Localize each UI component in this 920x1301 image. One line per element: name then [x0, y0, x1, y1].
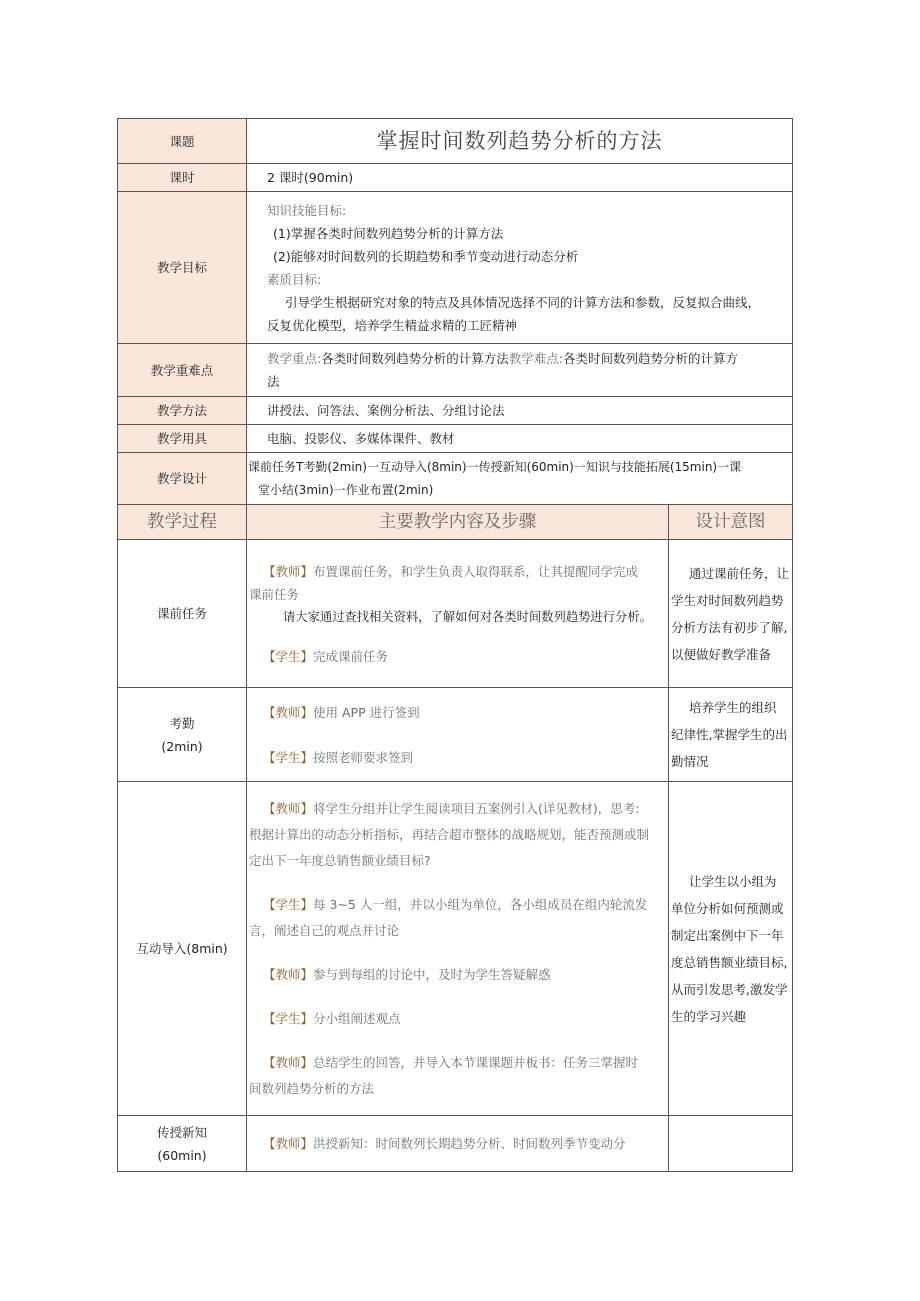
- attendance-student: 按照老师要求签到: [313, 749, 414, 765]
- intro-teacher-1c: 定出下一年度总销售额业绩目标?: [249, 852, 431, 868]
- intent-line: 从而引发思考,激发学: [671, 981, 788, 997]
- topic-title: 掌握时间数列趋势分析的方法: [247, 119, 793, 164]
- difficulty-text: 各类时间数列趋势分析的计算方: [562, 351, 738, 366]
- goals-content: [247, 192, 793, 344]
- intent-line: 让学生以小组为: [689, 873, 777, 889]
- stage-attendance: [118, 688, 247, 782]
- design-line-2: 堂小结(3min)一作业布置(2min): [258, 482, 434, 497]
- lesson-plan-table: [117, 118, 793, 1172]
- knowledge-goal-2: (2)能够对时间数列的长期趋势和季节变动进行动态分析: [273, 248, 579, 264]
- intent-line: 培养学生的组织: [689, 700, 777, 715]
- key-point-label: 教学重点:: [267, 351, 322, 366]
- design-row: [118, 453, 793, 505]
- teacher-tag: 【教师】: [263, 1136, 314, 1151]
- content-intro: [247, 782, 669, 1116]
- teacher-tag: 【教师】: [263, 800, 314, 816]
- student-tag: 【学生】: [263, 749, 314, 765]
- keypoints-label: 教学重难点: [118, 344, 247, 397]
- knowledge-goal-1: (1)掌握各类时间数列趋势分析的计算方法: [273, 225, 504, 241]
- student-tag: 【学生】: [263, 1010, 314, 1026]
- intent-intro: [669, 782, 793, 1116]
- hours-label: 课时: [118, 164, 247, 192]
- process-row-preclass: [118, 540, 793, 688]
- process-header-content: 主要教学内容及步骤: [247, 505, 669, 540]
- intro-student-2: 分小组阐述观点: [313, 1010, 401, 1026]
- intent-line: 单位分析如何预测或: [671, 900, 784, 916]
- intro-teacher-1b: 根据计算出的动态分析指标，再结合超市整体的战略规划，能否预测或制: [249, 826, 650, 842]
- new-knowledge-teacher: 洪授新知：时间数列长期趋势分析、时间数列季节变动分: [313, 1136, 626, 1151]
- methods-label: 教学方法: [118, 397, 247, 425]
- intro-teacher-3b: 间数列趋势分析的方法: [249, 1080, 375, 1096]
- intent-new-knowledge: [669, 1116, 793, 1172]
- quality-goal-text-2: 反复优化模型，培养学生精益求精的工匠精神: [267, 317, 518, 333]
- intent-line: 生的学习兴趣: [671, 1008, 747, 1024]
- keypoints-row: [118, 344, 793, 397]
- intro-student-1b: 言，阐述自己的观点并讨论: [249, 922, 400, 938]
- topic-row: [118, 119, 793, 164]
- lesson-plan-sheet: [117, 118, 792, 1172]
- preclass-teacher-1: 布置课前任务，和学生负责人取得联系，让其提醒同学完成: [313, 563, 639, 579]
- student-tag: 【学生】: [263, 648, 314, 664]
- content-preclass: [247, 540, 669, 688]
- intent-line: 制定出案例中下一年: [671, 927, 784, 943]
- stage-new-knowledge: [118, 1116, 247, 1172]
- content-new-knowledge: [247, 1116, 669, 1172]
- process-header-row: [118, 505, 793, 540]
- intro-teacher-3a: 总结学生的回答，并导入本节课课题并板书：任务三掌握时: [313, 1054, 639, 1070]
- difficulty-label: 教学难点:: [508, 351, 563, 366]
- preclass-teacher-2: 课前任务: [249, 586, 300, 602]
- stage-new-knowledge-name: 传授新知: [156, 1124, 207, 1140]
- preclass-student: 完成课前任务: [313, 648, 389, 664]
- intent-line: 分析方法有初步了解,: [671, 619, 788, 635]
- intent-line: 学生对时间数列趋势: [671, 592, 784, 608]
- intent-line: 度总销售额业绩目标,: [671, 954, 788, 970]
- methods-row: [118, 397, 793, 425]
- stage-attendance-duration: (2min): [161, 738, 203, 754]
- teacher-tag: 【教师】: [263, 966, 314, 982]
- intent-line: 通过课前任务，让: [689, 565, 790, 581]
- preclass-note: 请大家通过查找相关资料，了解如何对各类时间数列趋势进行分析。: [283, 609, 652, 624]
- stage-intro: 互动导入(8min): [118, 782, 247, 1116]
- quality-goal-title: 素质目标:: [267, 271, 322, 287]
- process-row-attendance: [118, 688, 793, 782]
- tools-row: [118, 425, 793, 453]
- process-row-intro: [118, 782, 793, 1116]
- hours-row: [118, 164, 793, 192]
- topic-label: 课题: [118, 119, 247, 164]
- hours-value: 2 课时(90min): [247, 164, 793, 192]
- intro-teacher-1a: 将学生分组并让学生阅读项目五案例引入(详见教材)，思考:: [313, 800, 640, 816]
- goals-label: 教学目标: [118, 192, 247, 344]
- tools-label: 教学用具: [118, 425, 247, 453]
- teacher-tag: 【教师】: [263, 1054, 314, 1070]
- quality-goal-text-1: 引导学生根据研究对象的特点及具体情况选择不同的计算方法和参数，反复拟合曲线，: [285, 294, 761, 310]
- keypoints-content: [247, 344, 793, 397]
- process-header-intent: 设计意图: [669, 505, 793, 540]
- stage-new-knowledge-duration: (60min): [157, 1147, 207, 1163]
- intro-teacher-2: 参与到每组的讨论中，及时为学生答疑解惑: [313, 966, 551, 982]
- process-row-new-knowledge: [118, 1116, 793, 1172]
- difficulty-tail: 法: [267, 374, 280, 389]
- design-content: [247, 453, 793, 505]
- intent-line: 纪律性,掌握学生的出: [671, 727, 788, 742]
- tools-value: 电脑、投影仪、多媒体课件、教材: [247, 425, 793, 453]
- teacher-tag: 【教师】: [263, 704, 314, 720]
- stage-preclass: 课前任务: [118, 540, 247, 688]
- design-label: 教学设计: [118, 453, 247, 505]
- student-tag: 【学生】: [263, 896, 314, 912]
- knowledge-goal-title: 知识技能目标:: [267, 202, 347, 218]
- teacher-tag: 【教师】: [263, 563, 314, 579]
- methods-value: 讲授法、问答法、案例分析法、分组讨论法: [247, 397, 793, 425]
- attendance-teacher: 使用 APP 进行签到: [313, 704, 420, 720]
- key-point-text: 各类时间数列趋势分析的计算方法: [321, 351, 509, 366]
- stage-attendance-name: 考勤: [169, 715, 195, 731]
- intent-line: 勤情况: [671, 754, 709, 769]
- intro-student-1a: 每 3~5 人一组，并以小组为单位，各小组成员在组内轮流发: [313, 896, 648, 912]
- intent-line: 以便做好教学准备: [671, 646, 772, 662]
- intent-preclass: [669, 540, 793, 688]
- design-line-1: 课前任务T考勤(2min)一互动导入(8min)一传授新知(60min)一知识与技能拓展(15min)一课: [248, 459, 742, 474]
- process-header-stage: 教学过程: [118, 505, 247, 540]
- goals-row: [118, 192, 793, 344]
- intent-attendance: [669, 688, 793, 782]
- content-attendance: [247, 688, 669, 782]
